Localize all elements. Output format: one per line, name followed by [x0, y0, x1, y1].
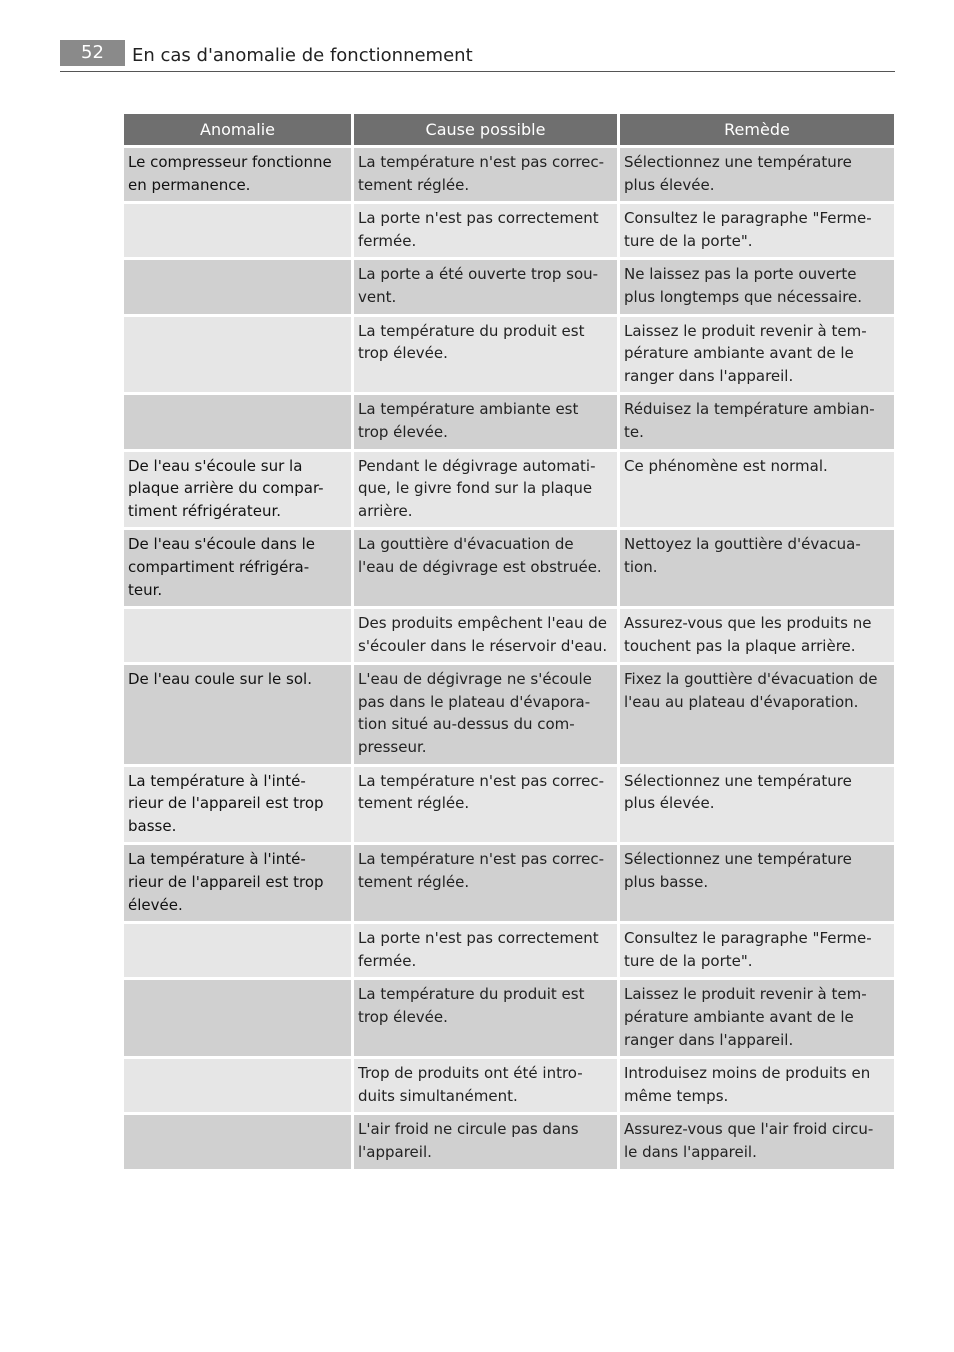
cell-text-line: La température n'est pas correc- — [358, 850, 605, 869]
cell-text-line: La température n'est pas correc- — [358, 153, 605, 171]
cell-text-line: La température du produit est — [358, 321, 585, 340]
cell-text-line: Introduisez moins de produits en — [624, 1064, 871, 1083]
column-header-remedy: Remède — [620, 114, 894, 145]
table-row — [124, 924, 894, 977]
cause-cell — [354, 1115, 617, 1168]
cell-text-line: tement réglée. — [358, 794, 470, 813]
cell-text-line: Trop de produits ont été intro- — [358, 1064, 583, 1083]
cell-text-line: La température ambiante est — [358, 400, 579, 419]
cell-text-line: ture de la porte". — [624, 231, 753, 250]
cell-text-line: plus élevée. — [624, 794, 715, 813]
table-row — [124, 204, 894, 257]
cell-text-line: presseur. — [358, 738, 427, 757]
remedy-cell — [620, 1059, 894, 1112]
cell-text-line: Sélectionnez une température — [624, 153, 852, 171]
cell-text-line: compartiment réfrigéra- — [128, 557, 310, 576]
remedy-cell — [620, 845, 894, 921]
cause-cell — [354, 609, 617, 662]
remedy-cell — [620, 395, 894, 448]
cause-cell — [354, 317, 617, 393]
cell-text-line: Laissez le produit revenir à tem- — [624, 985, 867, 1004]
table-row — [124, 260, 894, 313]
table-row — [124, 1059, 894, 1112]
remedy-cell — [620, 452, 894, 528]
cell-text-line: De l'eau s'écoule dans le — [128, 535, 315, 554]
cell-text-line: vent. — [358, 287, 397, 306]
cell-text-line: ture de la porte". — [624, 951, 753, 970]
anomaly-cell — [124, 924, 351, 977]
cause-cell — [354, 1059, 617, 1112]
anomaly-cell — [124, 767, 351, 843]
cell-text-line: La température à l'inté- — [128, 850, 306, 869]
cell-text-line: l'eau de dégivrage est obstruée. — [358, 557, 602, 576]
cell-text-line: duits simultanément. — [358, 1086, 518, 1105]
cell-text-line: fermée. — [358, 231, 417, 250]
table-row — [124, 148, 894, 201]
anomaly-cell — [124, 148, 351, 201]
table-row — [124, 452, 894, 528]
cell-text-line: La porte a été ouverte trop sou- — [358, 265, 599, 284]
cell-text-line: trop élevée. — [358, 422, 448, 441]
cell-text-line: trop élevée. — [358, 1008, 448, 1026]
cell-text-line: pérature ambiante avant de le — [624, 1008, 854, 1026]
cause-cell — [354, 767, 617, 843]
cell-text-line: tion situé au-dessus du com- — [358, 715, 575, 734]
anomaly-cell — [124, 665, 351, 763]
cell-text-line: L'air froid ne circule pas dans — [358, 1120, 579, 1139]
cell-text-line: basse. — [128, 816, 177, 835]
cell-text-line: Consultez le paragraphe "Ferme- — [624, 929, 872, 948]
remedy-cell — [620, 767, 894, 843]
cell-text-line: fermée. — [358, 951, 417, 970]
cell-text-line: Des produits empêchent l'eau de — [358, 614, 608, 633]
anomaly-cell — [124, 1115, 351, 1168]
cell-text-line: La température du produit est — [358, 985, 585, 1004]
cell-text-line: rieur de l'appareil est trop — [128, 873, 324, 892]
anomaly-cell — [124, 530, 351, 606]
cell-text-line: teur. — [128, 580, 163, 599]
cause-cell — [354, 845, 617, 921]
anomaly-cell — [124, 452, 351, 528]
column-header-anomaly: Anomalie — [124, 114, 351, 145]
cell-text-line: plus élevée. — [624, 175, 715, 194]
remedy-cell — [620, 924, 894, 977]
page-number: 52 — [60, 40, 125, 66]
anomaly-cell — [124, 317, 351, 393]
cell-text-line: L'eau de dégivrage ne s'écoule — [358, 670, 592, 689]
remedy-cell — [620, 317, 894, 393]
cell-text-line: touchent pas la plaque arrière. — [624, 636, 856, 655]
cell-text-line: Assurez-vous que l'air froid circu- — [624, 1120, 874, 1139]
cell-text-line: Consultez le paragraphe "Ferme- — [624, 209, 872, 228]
remedy-cell — [620, 530, 894, 606]
troubleshooting-table — [121, 111, 897, 1172]
cause-cell — [354, 260, 617, 313]
table-header-row — [124, 114, 894, 145]
cell-text-line: tement réglée. — [358, 175, 470, 194]
cell-text-line: Nettoyez la gouttière d'évacua- — [624, 535, 861, 554]
column-header-cause: Cause possible — [354, 114, 617, 145]
cell-text-line: De l'eau coule sur le sol. — [128, 670, 312, 689]
cell-text-line: La porte n'est pas correctement — [358, 209, 599, 228]
cell-text-line: arrière. — [358, 501, 413, 520]
anomaly-cell — [124, 845, 351, 921]
cell-text-line: trop élevée. — [358, 344, 448, 363]
cell-text-line: l'appareil. — [358, 1142, 432, 1161]
anomaly-cell — [124, 395, 351, 448]
cell-text-line: plus longtemps que nécessaire. — [624, 287, 863, 306]
table-row — [124, 665, 894, 763]
anomaly-cell — [124, 260, 351, 313]
cell-text-line: Laissez le produit revenir à tem- — [624, 321, 867, 340]
cell-text-line: Sélectionnez une température — [624, 850, 852, 869]
cause-cell — [354, 980, 617, 1056]
cell-text-line: De l'eau s'écoule sur la — [128, 456, 303, 475]
cell-text-line: Le compresseur fonctionne — [128, 153, 332, 171]
cause-cell — [354, 204, 617, 257]
remedy-cell — [620, 260, 894, 313]
cause-cell — [354, 452, 617, 528]
cell-text-line: La gouttière d'évacuation de — [358, 535, 574, 554]
cell-text-line: tement réglée. — [358, 873, 470, 892]
cell-text-line: le dans l'appareil. — [624, 1142, 757, 1161]
cell-text-line: s'écouler dans le réservoir d'eau. — [358, 636, 608, 655]
remedy-cell — [620, 204, 894, 257]
cell-text-line: La température à l'inté- — [128, 771, 306, 790]
cell-text-line: Ce phénomène est normal. — [624, 456, 828, 475]
anomaly-cell — [124, 1059, 351, 1112]
page-header — [60, 40, 895, 72]
cell-text-line: même temps. — [624, 1086, 729, 1105]
anomaly-cell — [124, 980, 351, 1056]
cell-text-line: en permanence. — [128, 175, 251, 194]
cause-cell — [354, 148, 617, 201]
cell-text-line: l'eau au plateau d'évaporation. — [624, 692, 859, 711]
remedy-cell — [620, 1115, 894, 1168]
table-row — [124, 395, 894, 448]
table-row — [124, 317, 894, 393]
cell-text-line: timent réfrigérateur. — [128, 501, 282, 520]
table-row — [124, 845, 894, 921]
cell-text-line: ranger dans l'appareil. — [624, 366, 794, 385]
cell-text-line: Fixez la gouttière d'évacuation de — [624, 670, 878, 689]
remedy-cell — [620, 148, 894, 201]
remedy-cell — [620, 609, 894, 662]
cell-text-line: que, le givre fond sur la plaque — [358, 479, 593, 498]
cell-text-line: pas dans le plateau d'évapora- — [358, 692, 591, 711]
cell-text-line: rieur de l'appareil est trop — [128, 794, 324, 813]
cell-text-line: tion. — [624, 557, 658, 576]
remedy-cell — [620, 980, 894, 1056]
cell-text-line: ranger dans l'appareil. — [624, 1030, 794, 1049]
cell-text-line: Assurez-vous que les produits ne — [624, 614, 872, 633]
table-row — [124, 767, 894, 843]
anomaly-cell — [124, 609, 351, 662]
cell-text-line: plaque arrière du compar- — [128, 479, 324, 498]
cell-text-line: plus basse. — [624, 873, 709, 892]
cell-text-line: La température n'est pas correc- — [358, 771, 605, 790]
anomaly-cell — [124, 204, 351, 257]
table-row — [124, 530, 894, 606]
cause-cell — [354, 395, 617, 448]
cell-text-line: te. — [624, 422, 644, 441]
page-title: En cas d'anomalie de fonctionnement — [132, 45, 473, 66]
cell-text-line: Réduisez la température ambian- — [624, 400, 875, 419]
cell-text-line: Ne laissez pas la porte ouverte — [624, 265, 857, 284]
cell-text-line: pérature ambiante avant de le — [624, 344, 854, 363]
table-body — [124, 148, 894, 1169]
cell-text-line: Pendant le dégivrage automati- — [358, 456, 596, 475]
cell-text-line: Sélectionnez une température — [624, 771, 852, 790]
table-row — [124, 1115, 894, 1168]
remedy-cell — [620, 665, 894, 763]
cell-text-line: La porte n'est pas correctement — [358, 929, 599, 948]
cause-cell — [354, 530, 617, 606]
table-row — [124, 980, 894, 1056]
cause-cell — [354, 665, 617, 763]
cause-cell — [354, 924, 617, 977]
table-row — [124, 609, 894, 662]
cell-text-line: élevée. — [128, 895, 183, 914]
